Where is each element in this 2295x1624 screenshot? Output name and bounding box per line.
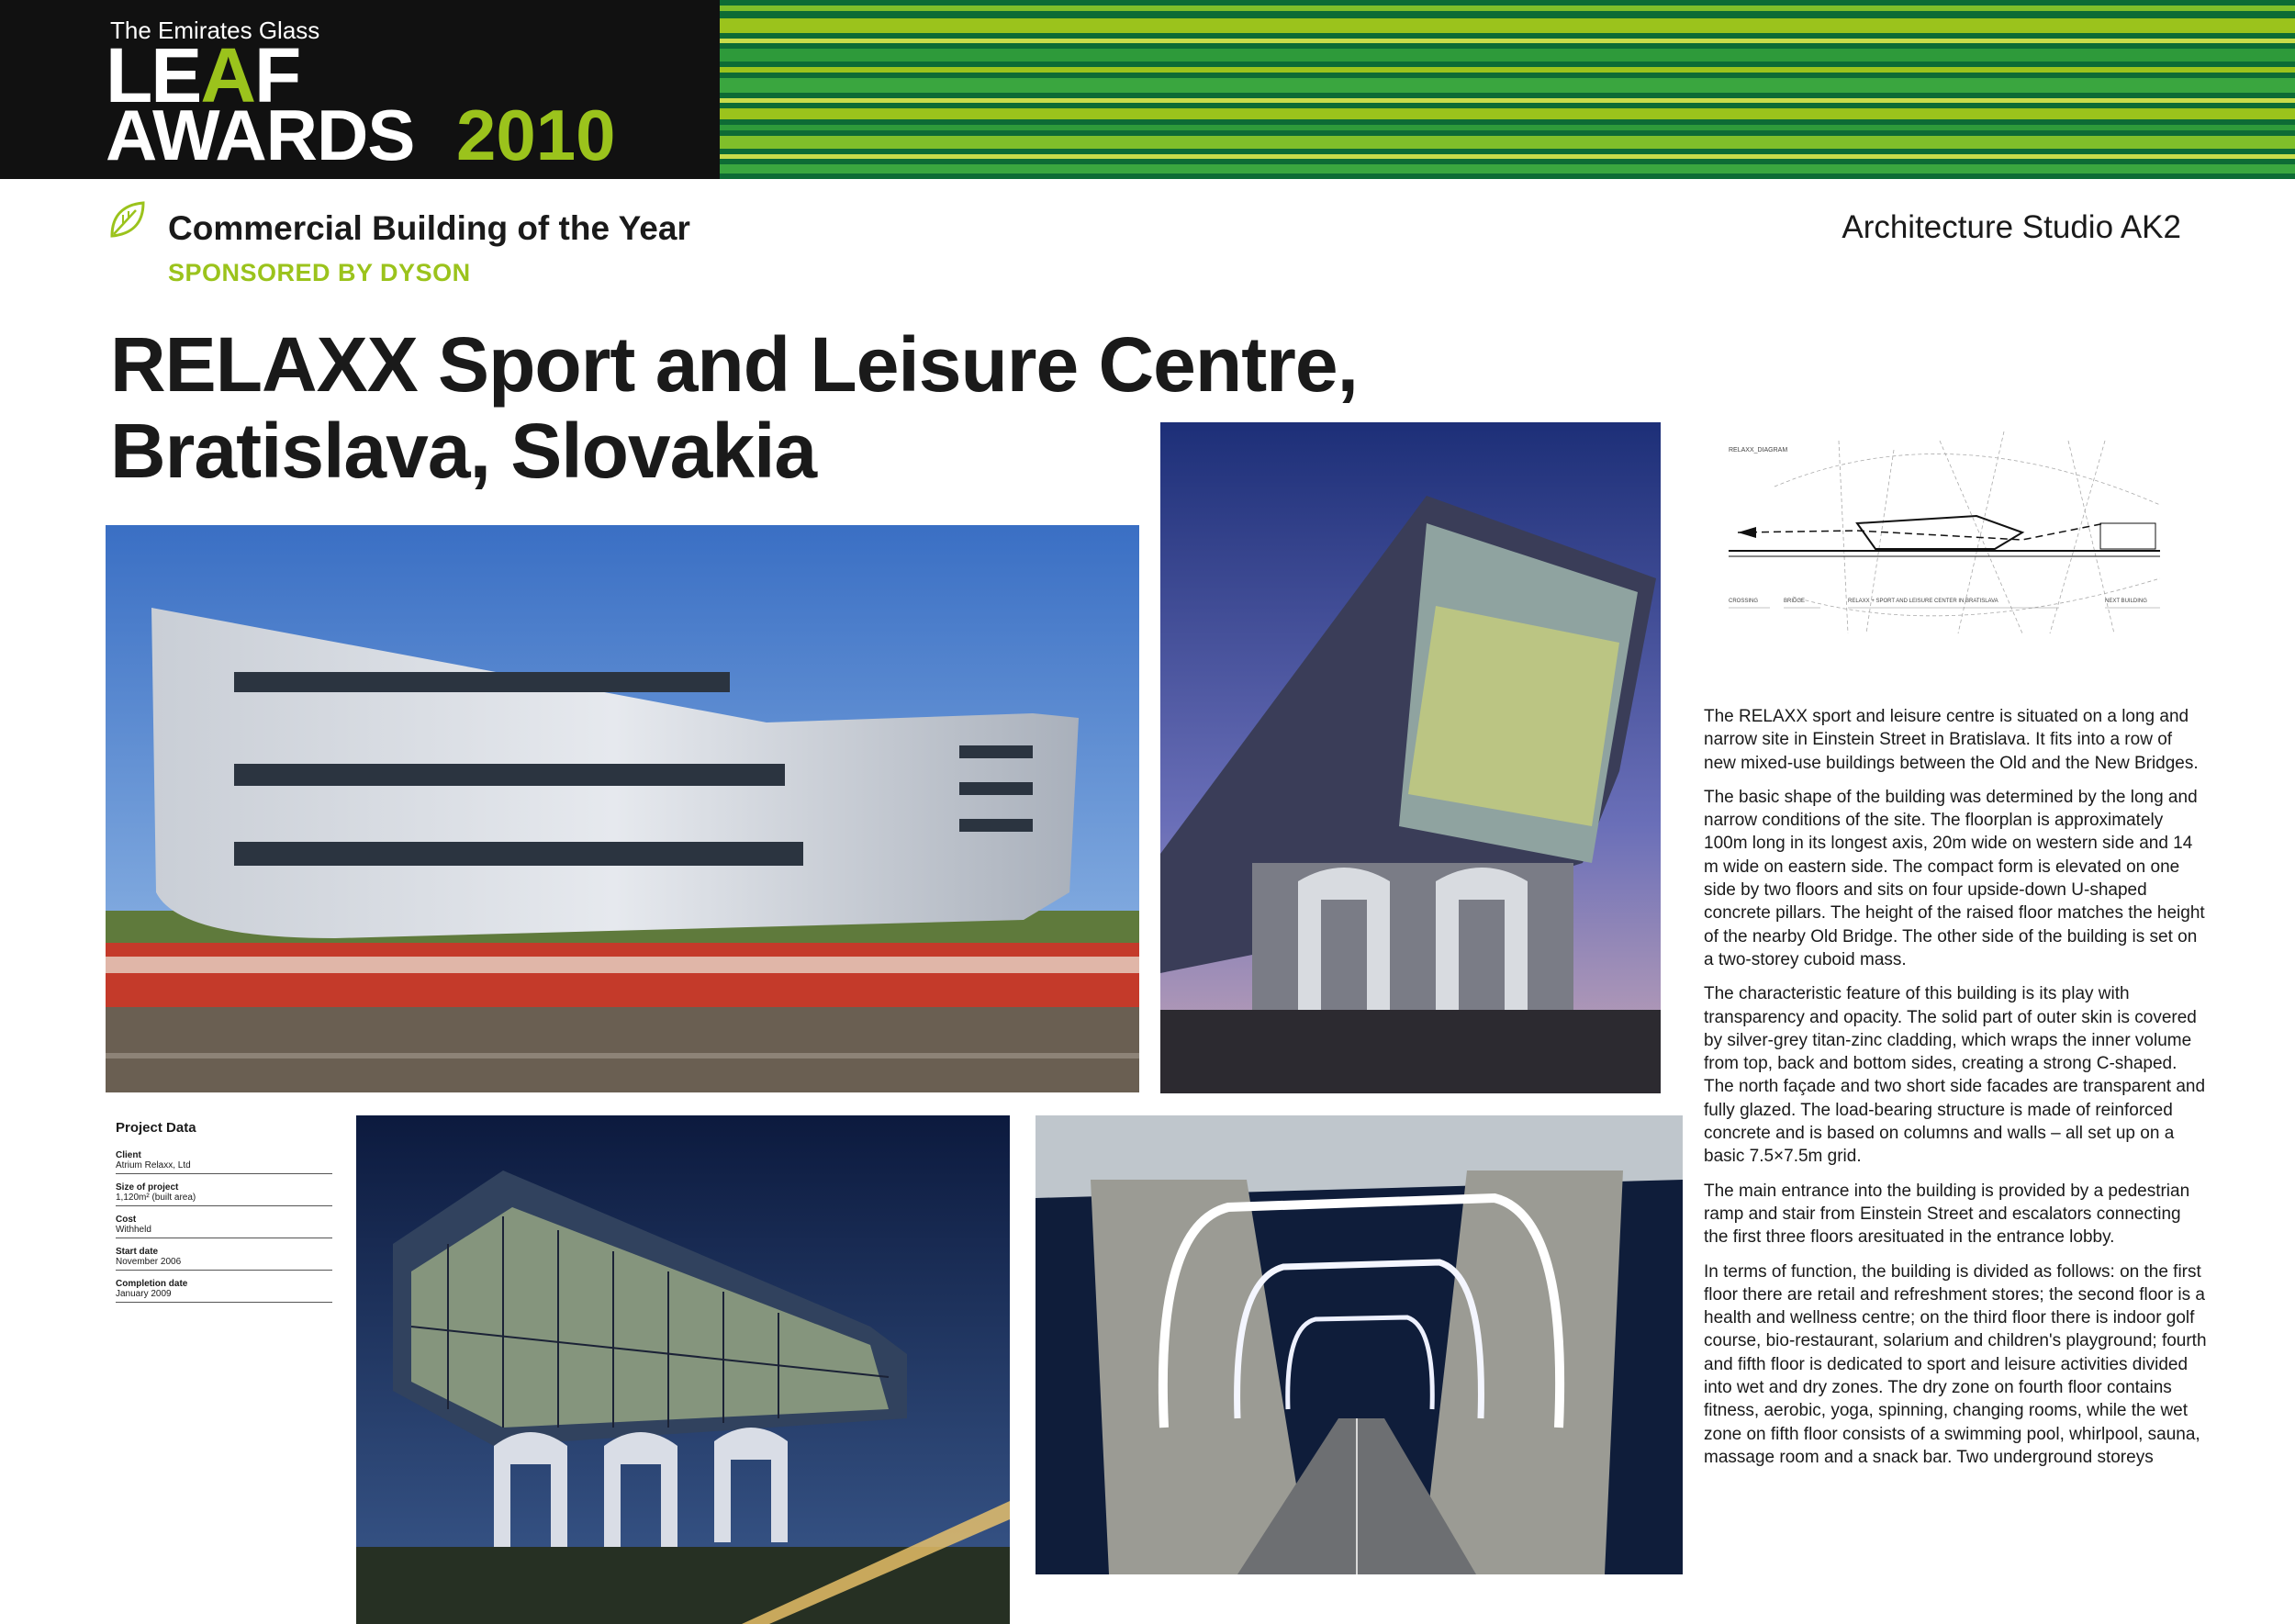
diagram-label-crossing: CROSSING — [1729, 599, 1759, 604]
photo-illuminated-arches — [1036, 1115, 1683, 1574]
project-data-item — [116, 1211, 332, 1238]
project-data-value: Atrium Relaxx, Ltd — [116, 1160, 191, 1170]
project-data-item — [116, 1275, 332, 1303]
stripe — [720, 98, 2295, 103]
brand-leaf-prefix: LE — [106, 32, 201, 118]
stripe — [720, 6, 2295, 11]
architect-name: Architecture Studio AK2 — [1842, 209, 2181, 245]
stripe — [720, 108, 2295, 119]
award-sponsor: SPONSORED BY DYSON — [168, 259, 471, 286]
stripe — [720, 125, 2295, 130]
diagram-title: RELAXX_DIAGRAM — [1729, 447, 1788, 454]
description-paragraph: The basic shape of the building was determined by the long and narrow conditions of the site. The floorplan is approximately 100m long in its longest axis, 20m wide on western side and 14 m wide on eastern side. The compact form is elevated on one side by two floors and sits on four upside-down U-shaped concrete pillars. The height of the raised floor matches the height of the nearby Old Bridge. The other side of the building is set on a two-storey cuboid mass. — [1704, 787, 2205, 969]
brand-awards-word: AWARDS — [106, 95, 415, 175]
project-data-value: November 2006 — [116, 1257, 182, 1267]
project-data-label: Size of project — [116, 1182, 179, 1193]
brand-leaf-accent: A — [200, 32, 255, 118]
diagram-label-next: NEXT BUILDING — [2105, 599, 2147, 604]
project-data-value: Withheld — [116, 1225, 151, 1235]
brand-year: 2010 — [456, 95, 616, 175]
description-paragraph: In terms of function, the building is divided as follows: on the first floor there are retail and refreshment stores; the second floor is a health and wellness centre; on the third floor there is indoor golf course, bio-restaurant, solarium and children's playground; fourth and fifth floor is dedicated to sport and leisure activities divided into wet and dry zones. The dry zone on fourth floor contains fitness, aerobic, yoga, spinning, changing rooms, while the wet zone on fifth floor consists of a swimming pool, whirlpool, sauna, massage room and a snack bar. Two underground storeys — [1704, 1261, 2207, 1467]
site-diagram — [1719, 431, 2169, 643]
project-data-label: Client — [116, 1150, 141, 1160]
stripe — [720, 136, 2295, 149]
project-title-line1: RELAXX Sport and Leisure Centre, — [110, 321, 1358, 408]
stripe — [720, 18, 2295, 33]
project-data-label: Start date — [116, 1247, 159, 1257]
brand-leaf-suffix: F — [254, 32, 300, 118]
stripe — [720, 154, 2295, 159]
project-description — [1704, 705, 2207, 1480]
stripe — [720, 39, 2295, 43]
project-data-item — [116, 1147, 332, 1174]
project-data-item — [116, 1179, 332, 1206]
project-data-label: Cost — [116, 1215, 137, 1225]
leaf-icon — [108, 199, 147, 240]
diagram-label-bridge: BRIDGE — [1784, 599, 1806, 604]
photo-building-daytime-train — [106, 525, 1139, 1092]
project-data-title: Project Data — [116, 1120, 196, 1136]
header-stripes — [720, 0, 2295, 179]
project-data-value: 1,120m² (built area) — [116, 1193, 196, 1203]
photo-building-night-glass — [356, 1115, 1010, 1624]
stripe — [720, 49, 2295, 62]
stripe — [720, 78, 2295, 93]
project-data-item — [116, 1243, 332, 1271]
award-category: Commercial Building of the Year — [168, 209, 690, 247]
project-data-value: January 2009 — [116, 1289, 172, 1299]
stripe — [720, 164, 2295, 174]
diagram-label-relaxx: RELAXX + SPORT AND LEISURE CENTER IN BRATISLAVA — [1848, 599, 1998, 604]
brand-pretitle: The Emirates Glass — [110, 17, 320, 44]
description-paragraph: The main entrance into the building is provided by a pedestrian ramp and stair from Einstein Street and escalators connecting the first three floors aresituated in the entrance lobby. — [1704, 1181, 2190, 1248]
description-paragraph: The characteristic feature of this building is its play with transparency and opacity. The solid part of outer skin is covered by silver-grey titan-zinc cladding, which wraps the inner volume from top, back and bottom sides, creating a strong C-shaped. The north façade and two short side facades are transparent and fully glazed. The load-bearing structure is made of reinforced concrete and is based on columns and walls – all set up on a basic 7.5×7.5m grid. — [1704, 984, 2206, 1167]
project-data-panel — [116, 1120, 332, 1307]
project-title-line2: Bratislava, Slovakia — [110, 408, 817, 494]
project-data-label: Completion date — [116, 1279, 188, 1289]
stripe — [720, 67, 2295, 73]
description-paragraph: The RELAXX sport and leisure centre is situated on a long and narrow site in Einstein Street in Bratislava. It fits into a row of new mixed-use buildings between the Old and the New Bridges. — [1704, 707, 2199, 773]
photo-building-dusk-cantilever — [1160, 422, 1661, 1093]
